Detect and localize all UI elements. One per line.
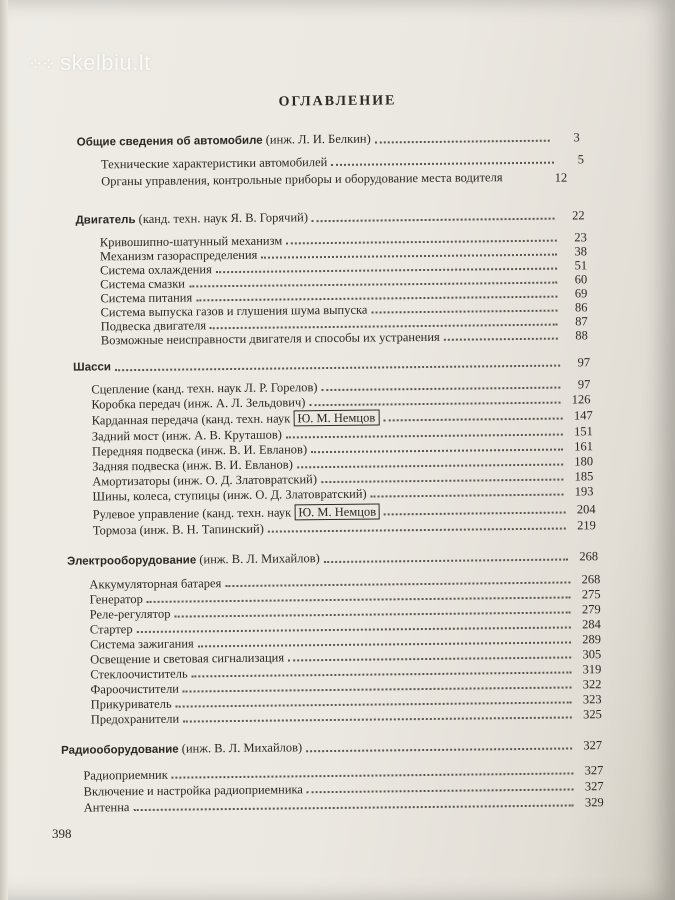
dot-leader (384, 512, 566, 516)
dot-leader (297, 464, 563, 469)
toc-entry (61, 737, 602, 758)
dot-leader (137, 626, 571, 633)
toc-entry-page: 97 (577, 377, 591, 392)
toc-entry-page: 327 (584, 763, 604, 778)
dot-leader (176, 701, 572, 707)
toc-entry (101, 169, 584, 189)
toc-entry-page: 147 (573, 408, 593, 423)
toc-entry-title: Технические характеристики автомобилей (100, 155, 328, 172)
toc-entry-page: 322 (582, 677, 602, 692)
toc-entry-title: Рулевое управление (канд. техн. наук (92, 505, 295, 522)
toc-entry-page: 87 (575, 314, 588, 329)
dot-leader (288, 656, 571, 661)
toc-entry (67, 548, 598, 569)
toc-entry-page: 279 (581, 602, 601, 617)
toc-entry-page: 275 (581, 587, 601, 602)
dot-leader (324, 559, 568, 564)
toc-entry (76, 207, 585, 227)
toc-entry-page: 268 (579, 549, 599, 564)
page-number: 398 (52, 826, 72, 841)
toc-entry-page: 289 (582, 632, 602, 647)
toc-entry-page: 180 (574, 454, 594, 469)
toc-entry-title: Включение и настройка радиоприемника (83, 782, 303, 799)
dot-leader (286, 434, 563, 439)
toc-entry-page: 284 (582, 617, 601, 632)
toc-entry-page: 323 (582, 692, 602, 707)
toc-entry-title: Система смазки (100, 276, 186, 292)
toc-entry-title: Система охлаждения (100, 262, 212, 278)
toc-entry-page: 151 (573, 424, 593, 439)
dot-leader (383, 418, 562, 422)
memorial-boxed-name: Ю. М. Немцов (294, 503, 380, 520)
dot-leader (371, 310, 557, 314)
toc-entry-section-title: Шасси (73, 361, 112, 374)
toc-entry-title: Кривошипно-шатунный механизм (99, 233, 283, 250)
toc-entry-page: 69 (574, 286, 588, 301)
toc-entry-title: Карданная передача (канд. техн. наук (91, 411, 294, 428)
toc-entry-title: Система питания (100, 290, 193, 306)
dot-leader (147, 596, 571, 602)
toc-entry-page: 193 (574, 484, 594, 499)
toc-entry-title: Задний мост (инж. А. В. Круташов) (91, 427, 282, 444)
toc-entry-title: Коробка передач (инж. А. Л. Зельдович) (91, 395, 306, 412)
toc-entry-page: 219 (576, 518, 596, 533)
toc-entry-page: 268 (581, 572, 601, 587)
toc-entry-page: 185 (574, 469, 594, 484)
toc-entry-page: 3 (573, 130, 580, 145)
toc-entry-title: Система зажигания (89, 636, 194, 652)
watermark-dots-icon: ⁘⁘ (28, 54, 55, 74)
dot-leader (286, 240, 557, 245)
dot-leader (183, 686, 572, 692)
toc-entry-title: Стеклоочиститель (90, 666, 188, 682)
toc-entry (101, 152, 584, 171)
toc-entry-title: Амортизаторы (инж. О. Д. Златовратский) (92, 472, 318, 489)
dot-leader (321, 479, 563, 484)
toc-entry-title: Система выпуска газов и глушения шума выпуска (100, 302, 368, 320)
watermark-text: skelbiu.lt (60, 50, 151, 75)
toc-entry-page: 51 (574, 258, 588, 273)
toc-entry-page: 23 (574, 230, 587, 245)
dot-leader (133, 804, 573, 811)
dot-leader (183, 716, 572, 722)
toc-entry-title: Предохранители (90, 711, 180, 727)
dot-leader (306, 747, 572, 752)
page-title: ОГЛАВЛЕНИЕ (278, 93, 397, 110)
dot-leader (192, 671, 572, 677)
toc-entry-page: 86 (574, 300, 588, 315)
toc-entry-section-title: Электрооборудование (67, 554, 197, 568)
dot-leader (375, 140, 550, 144)
toc-entry-title: Реле-регулятор (89, 606, 171, 622)
toc-entry-title: Стартер (89, 622, 133, 637)
memorial-boxed-name: Ю. М. Немцов (293, 409, 379, 426)
dot-leader (198, 641, 571, 647)
toc-entry (84, 795, 604, 814)
toc-entry-page: 319 (582, 662, 602, 677)
toc-entry-page: 305 (582, 647, 602, 662)
toc-entry-title: Возможные неисправности двигателя и способы их устранения (100, 329, 440, 348)
toc-entry-author: (инж. В. Л. Михайлов) (178, 740, 303, 756)
toc-entry-author: (инж. В. Л. Михайлов) (196, 551, 320, 567)
toc-entry-page: 60 (574, 272, 588, 287)
dot-leader (322, 387, 561, 392)
toc-entry-section-title: Общие сведения об автомобиле (76, 134, 263, 149)
toc-entry-page: 327 (583, 738, 603, 753)
toc-entry-title: Подвеска двигателя (100, 318, 207, 334)
toc-entry-page: 161 (574, 439, 594, 454)
toc-entry-section-title: Радиооборудование (61, 743, 179, 757)
dot-leader (261, 254, 557, 259)
dot-leader (225, 581, 570, 587)
dot-leader (268, 528, 566, 533)
toc-entry-title: Задняя подвеска (инж. В. И. Евланов) (92, 457, 293, 474)
dot-leader (172, 772, 574, 778)
toc-entry-title: Механизм газораспределения (99, 247, 258, 264)
toc-entry-title: Сцепление (канд. техн. наук Л. Р. Горелов) (91, 380, 318, 397)
toc-entry-title: Прикуриватель (90, 696, 172, 712)
dot-leader (444, 338, 558, 341)
dot-leader (115, 365, 560, 372)
toc-entry (73, 354, 590, 374)
toc-entry-title: Тормоза (инж. В. Н. Тапинский) (92, 521, 264, 538)
toc-entry-page: 88 (575, 328, 588, 343)
toc-entry-title: Аккумуляторная батарея (89, 576, 222, 592)
toc-entry-page: 329 (584, 795, 604, 810)
toc-entry-title: Органы управления, контрольные приборы и оборудование места водителя (101, 170, 503, 189)
toc-entry (77, 129, 580, 149)
toc-entry-author: (инж. Л. И. Белкин) (262, 131, 371, 147)
dot-leader (309, 402, 560, 407)
dot-leader (311, 449, 563, 454)
toc-entry-title: Антенна (83, 800, 130, 815)
toc-entry-page: 126 (571, 392, 591, 407)
toc-entry-title: Радиоприемник (83, 767, 168, 783)
toc-entry-title: Шины, колеса, ступицы (инж. О. Д. Златовратский) (92, 486, 367, 504)
toc-entry-section-title: Двигатель (75, 214, 136, 227)
toc-entry-page: 38 (574, 244, 588, 259)
toc-entry-page: 12 (554, 170, 568, 185)
toc-entry-page: 97 (577, 355, 591, 370)
dot-leader (307, 788, 574, 793)
toc-entry-page: 204 (576, 502, 596, 517)
toc-entry-title: Передняя подвеска (инж. В. И. Евланов) (91, 442, 308, 459)
toc-entry-page: 5 (577, 152, 585, 167)
toc-entry-page: 22 (571, 208, 585, 223)
dot-leader (312, 218, 555, 223)
toc-entry-author: (канд. техн. наук Я. В. Горячий) (135, 210, 309, 227)
toc-entry-page: 327 (584, 779, 604, 794)
dot-leader (371, 494, 564, 498)
toc-entry-title: Освещение и световая сигнализация (90, 650, 285, 667)
toc-entry (93, 518, 596, 537)
dot-leader (331, 162, 554, 166)
toc-entry-title: Генератор (89, 591, 143, 607)
dot-leader (174, 611, 570, 617)
toc-entry-page: 325 (582, 707, 602, 722)
toc-entry-title: Фароочистители (90, 681, 180, 697)
